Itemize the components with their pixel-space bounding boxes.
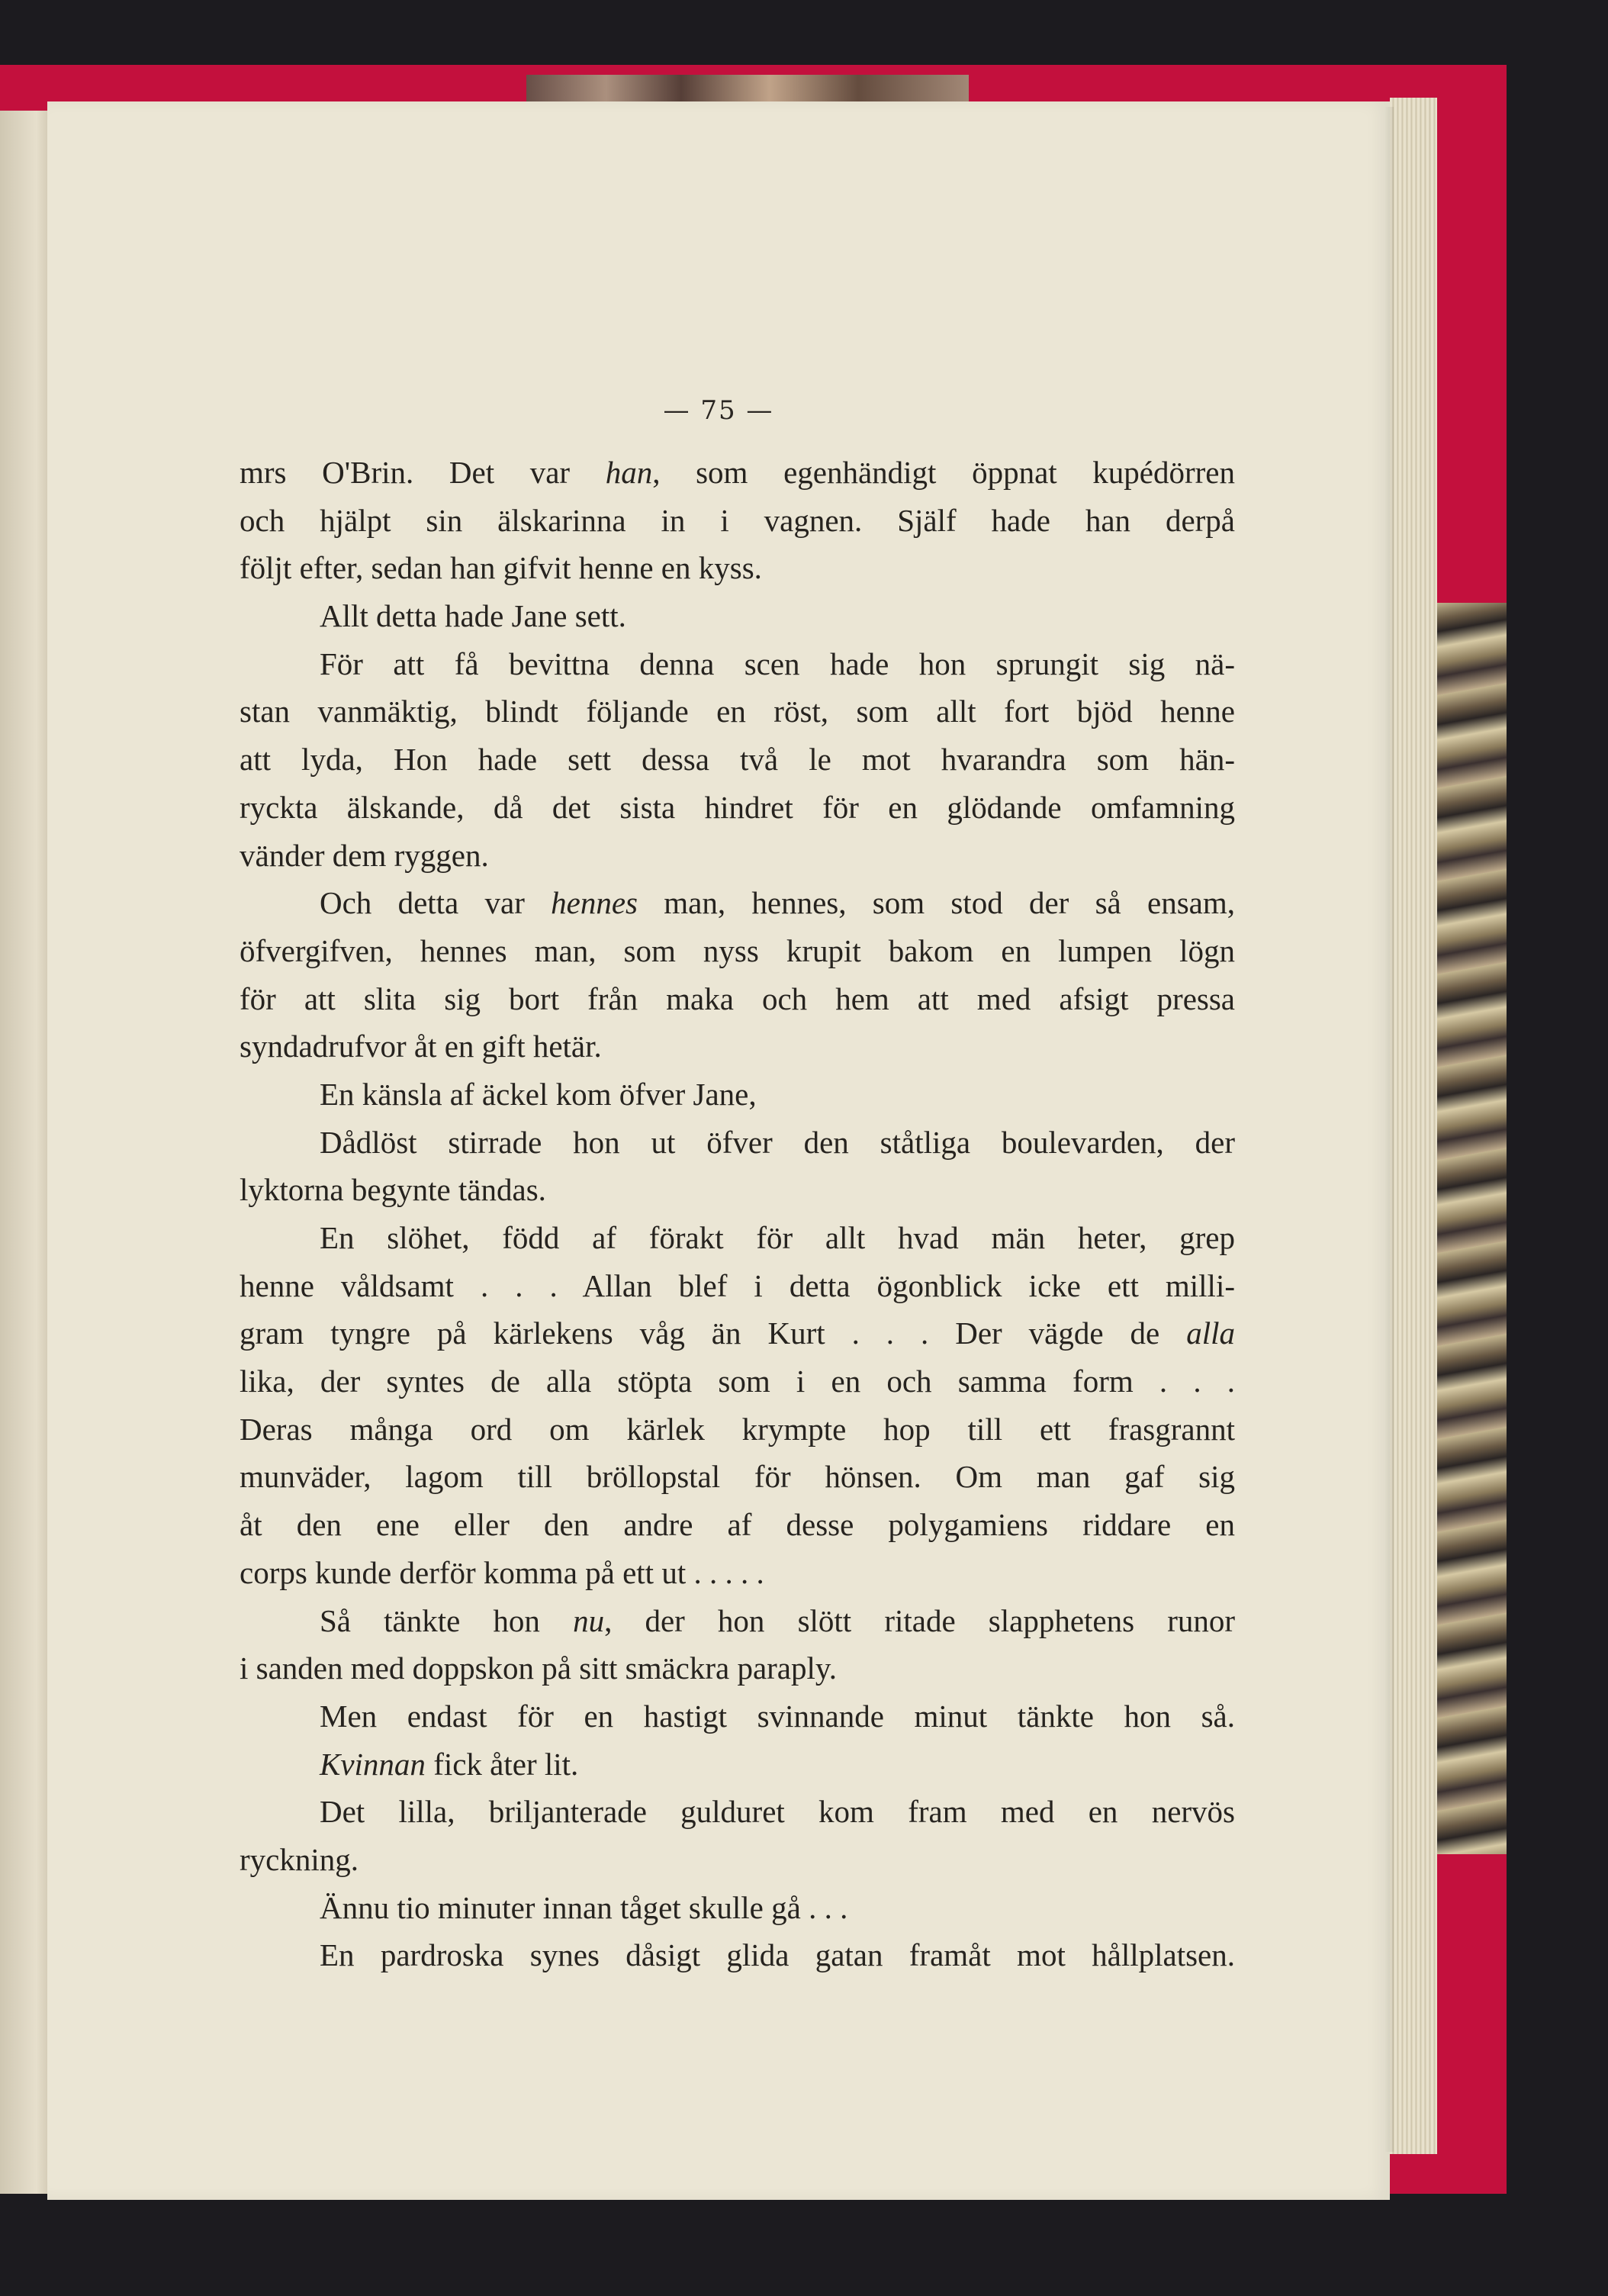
page-edges	[1390, 98, 1437, 2154]
text-line: För att få bevittna denna scen hade hon sprungit sig nä-	[320, 646, 1235, 681]
text-line: lyktorna begynte tändas.	[240, 1172, 546, 1208]
text-line: Och detta var hennes man, hennes, som stod der så ensam,	[320, 885, 1235, 921]
text-line: gram tyngre på kärlekens våg än Kurt . . . Der vägde de alla	[240, 1315, 1235, 1351]
text-line: öfvergifven, hennes man, som nyss krupit bakom en lumpen lögn	[240, 932, 1235, 968]
marbled-endpaper	[1434, 603, 1507, 1854]
text-line: syndadrufvor åt en gift hetär.	[240, 1029, 602, 1064]
text-line: och hjälpt sin älskarinna in i vagnen. Själf hade han derpå	[240, 502, 1235, 538]
text-line: Ännu tio minuter innan tåget skulle gå . . .	[320, 1889, 848, 1925]
text-line: Det lilla, briljanterade gulduret kom fram med en nervös	[320, 1794, 1235, 1830]
text-line: henne våldsamt . . . Allan blef i detta ögonblick icke ett milli-	[240, 1267, 1235, 1303]
text-line: corps kunde derför komma på ett ut . . . . .	[240, 1554, 764, 1590]
text-line: följt efter, sedan han gifvit henne en kyss.	[240, 550, 762, 586]
text-line: åt den ene eller den andre af desse polygamiens riddare en	[240, 1507, 1235, 1543]
text-line: vänder dem ryggen.	[240, 837, 489, 873]
left-page-edge	[0, 111, 52, 2194]
text-line: Men endast för en hastigt svinnande minut tänkte hon så.	[320, 1698, 1235, 1734]
text-line: ryckning.	[240, 1841, 359, 1877]
page-shadow	[1384, 107, 1394, 2152]
text-line: Kvinnan fick åter lit.	[320, 1746, 579, 1782]
text-line: för att slita sig bort från maka och hem att med afsigt pressa	[240, 981, 1235, 1016]
text-line: stan vanmäktig, blindt följande en röst, som allt fort bjöd henne	[240, 694, 1235, 729]
text-line: lika, der syntes de alla stöpta som i en och samma form . . .	[240, 1364, 1235, 1399]
text-line: ryckta älskande, då det sista hindret för en glödande omfamning	[240, 789, 1235, 825]
text-line: En pardroska synes dåsigt glida gatan framåt mot hållplatsen.	[320, 1937, 1235, 1973]
text-line: Så tänkte hon nu, der hon slött ritade slapphetens runor	[320, 1602, 1236, 1638]
text-line: mrs O'Brin. Det var han, som egenhändigt öppnat kupédörren	[240, 455, 1236, 490]
text-line: i sanden med doppskon på sitt smäckra paraply.	[240, 1650, 837, 1686]
text-line: att lyda, Hon hade sett dessa två le mot hvarandra som hän-	[240, 742, 1235, 778]
text-line: Deras många ord om kärlek krympte hop till ett frasgrannt	[240, 1411, 1235, 1447]
text-line: En känsla af äckel kom öfver Jane,	[320, 1076, 757, 1112]
book-page	[47, 101, 1390, 2200]
text-line: munväder, lagom till bröllopstal för hönsen. Om man gaf sig	[240, 1459, 1235, 1495]
text-line: En slöhet, född af förakt för allt hvad män heter, grep	[320, 1220, 1235, 1255]
text-line: Allt detta hade Jane sett.	[320, 598, 626, 634]
text-line: Dådlöst stirrade hon ut öfver den ståtliga boulevarden, der	[320, 1124, 1235, 1160]
body-text	[240, 449, 1235, 1979]
page-number: — 75 —	[663, 395, 774, 426]
